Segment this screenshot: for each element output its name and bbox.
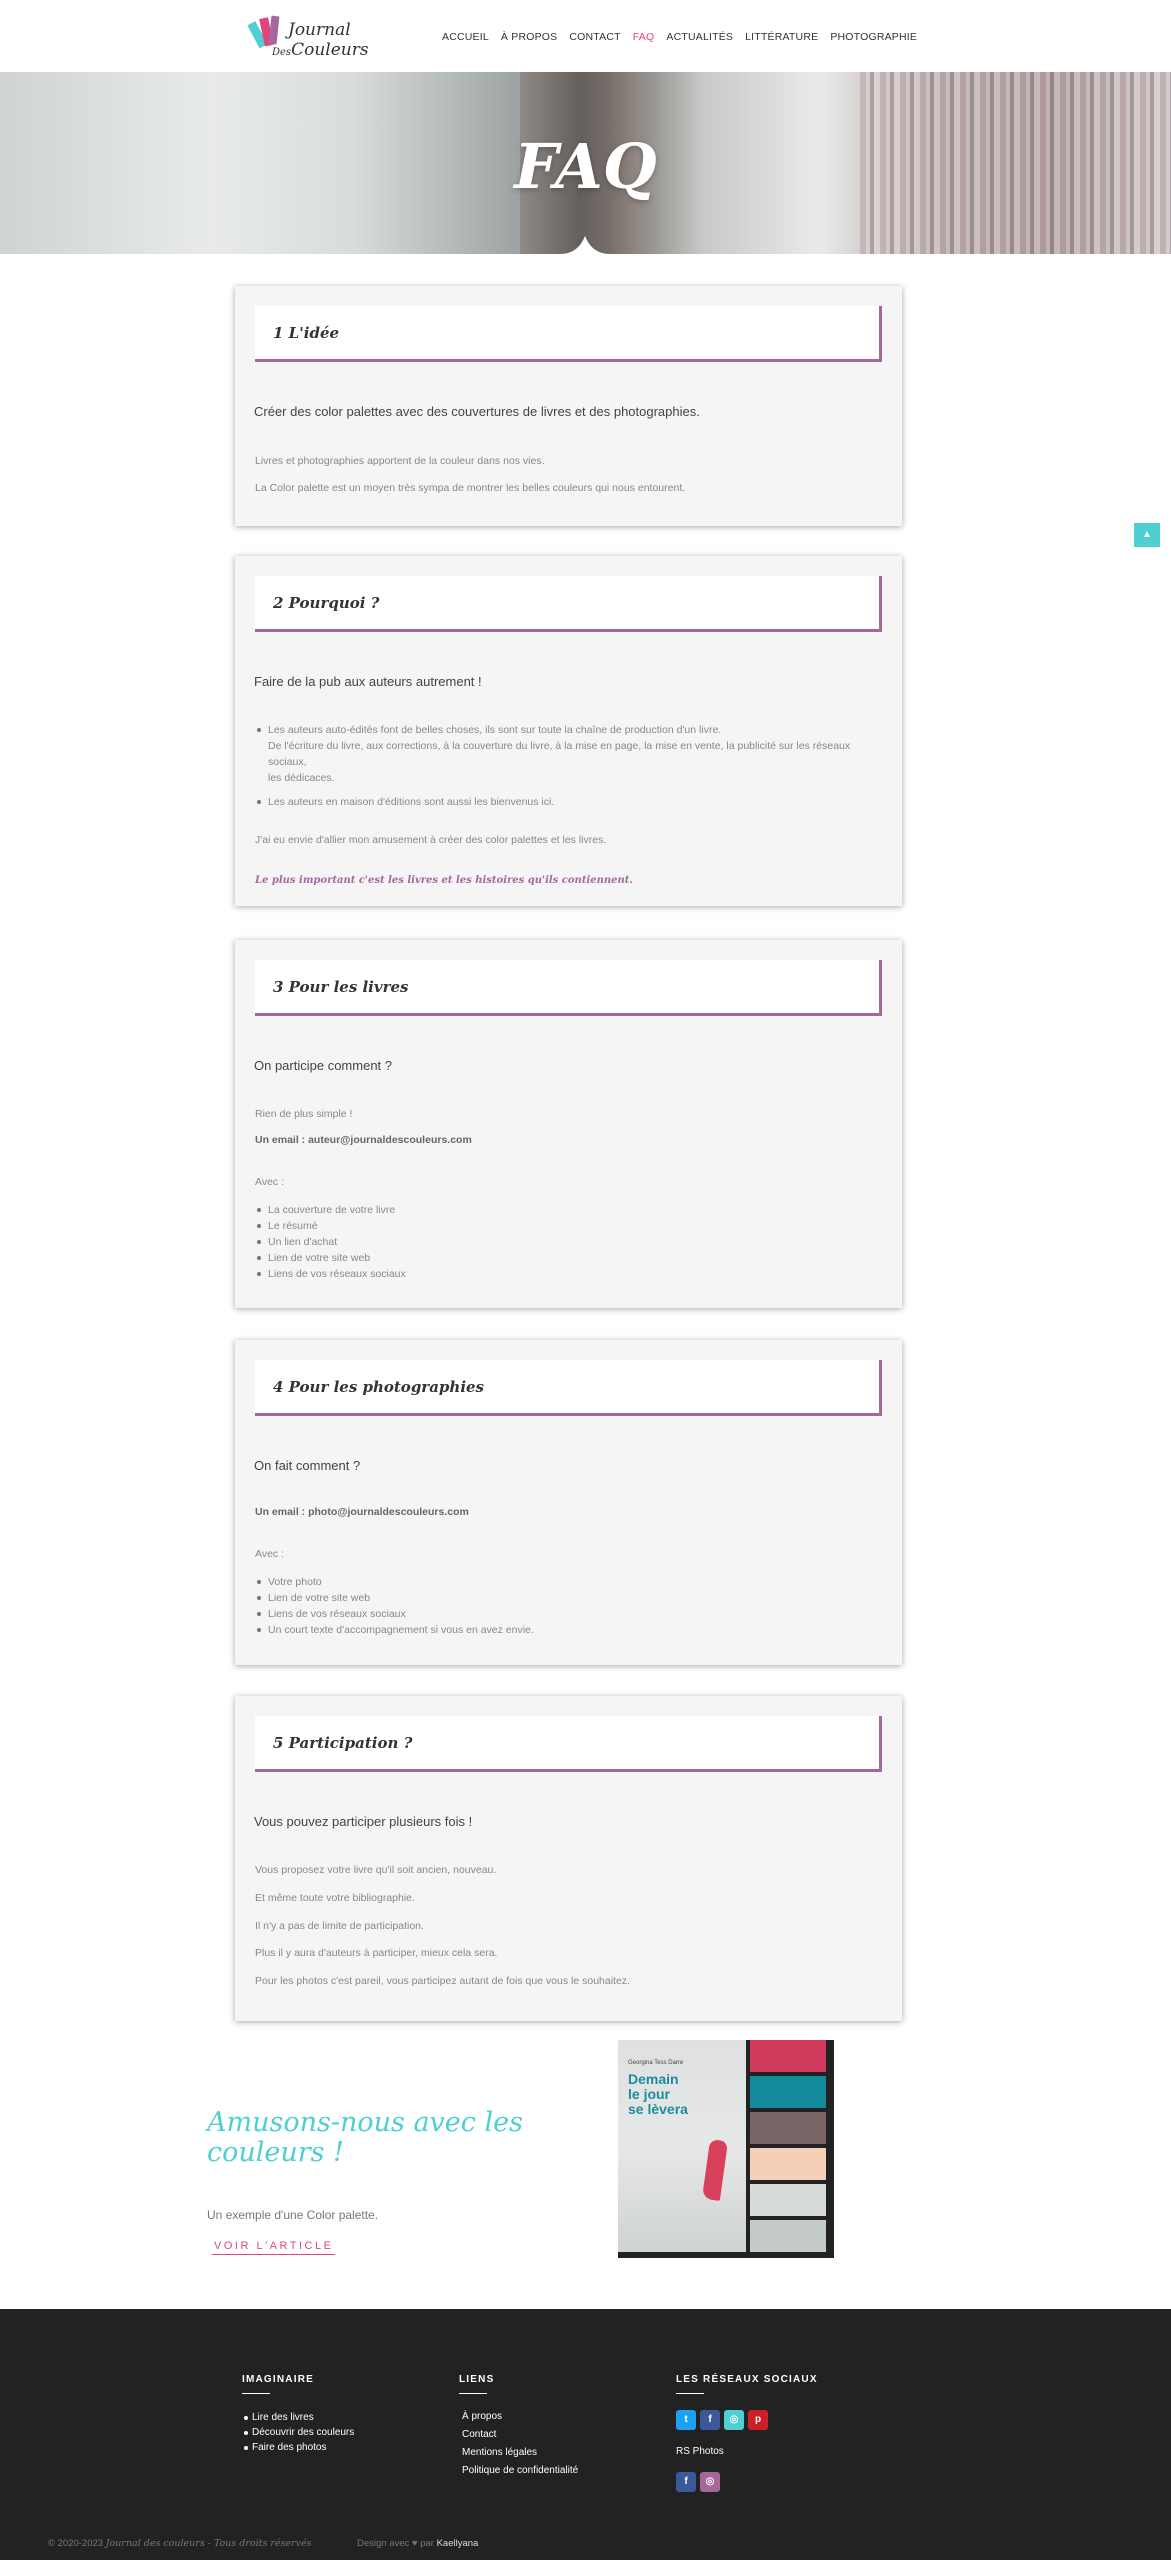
nav-faq[interactable]: FAQ: [632, 31, 655, 43]
nav-accueil[interactable]: ACCUEIL: [442, 31, 489, 43]
twitter-icon[interactable]: t: [676, 2410, 696, 2430]
faq-text: La Color palette est un moyen très sympa de montrer les belles couleurs qui nous entourent.: [255, 482, 686, 494]
faq-list: [255, 1574, 534, 1638]
faq-card-idee: [235, 286, 902, 526]
footer-link-contact[interactable]: Contact: [462, 2429, 497, 2440]
logo-text-journal: Journal: [288, 20, 351, 40]
cover-figure-illustration: [702, 2139, 728, 2201]
faq-card-header: [255, 1716, 882, 1772]
faq-card-header: [255, 576, 882, 632]
site-footer: [0, 2309, 1171, 2560]
list-item: Un lien d'achat: [255, 1234, 406, 1250]
promo-title: Amusons-nous avec les couleurs !: [207, 2107, 523, 2168]
list-item: Lien de votre site web: [255, 1590, 534, 1606]
faq-subtitle: Vous pouvez participer plusieurs fois !: [254, 1814, 473, 1829]
faq-subtitle: On participe comment ?: [254, 1058, 393, 1073]
faq-list: [255, 1202, 406, 1282]
footer-link-a-propos[interactable]: À propos: [462, 2411, 503, 2422]
main-nav: [442, 31, 929, 43]
list-item: Lien de votre site web: [255, 1250, 406, 1266]
faq-card-photographies: [235, 1340, 902, 1665]
faq-card-title: 4 Pour les photographies: [273, 1378, 485, 1396]
faq-highlight-text: Le plus important c'est les livres et les histoires qu'ils contiennent.: [255, 875, 633, 886]
color-palette-image[interactable]: [618, 2040, 834, 2258]
design-credit: Design avec ♥ par Kaellyana: [357, 2538, 479, 2549]
footer-list-imaginaire: [242, 2410, 354, 2455]
hero-banner: [0, 72, 1171, 254]
footer-item[interactable]: Découvrir des couleurs: [242, 2425, 354, 2440]
faq-subtitle: Faire de la pub aux auteurs autrement !: [254, 674, 482, 689]
faq-card-title: 2 Pourquoi ?: [273, 594, 380, 612]
faq-email-photo[interactable]: Un email : photo@journaldescouleurs.com: [255, 1506, 469, 1518]
book-cover: [618, 2040, 746, 2252]
pinterest-icon[interactable]: p: [748, 2410, 768, 2430]
list-item: Liens de vos réseaux sociaux: [255, 1266, 406, 1282]
cover-title: Demain le jour se lèvera: [628, 2071, 688, 2117]
faq-text: Il n'y a pas de limite de participation.: [255, 1920, 424, 1932]
nav-a-propos[interactable]: À PROPOS: [500, 31, 558, 43]
instagram-photos-icon[interactable]: ◎: [700, 2472, 720, 2492]
faq-card-participation: [235, 1696, 902, 2021]
palette-swatch: [750, 2148, 826, 2180]
footer-title-imaginaire: IMAGINAIRE: [242, 2374, 314, 2385]
cover-author: Georgina Tess Darre: [628, 2060, 684, 2066]
facebook-icon[interactable]: f: [700, 2410, 720, 2430]
faq-text: J'ai eu envie d'allier mon amusement à créer des color palettes et les livres.: [255, 834, 607, 846]
footer-link-confidentialite[interactable]: Politique de confidentialité: [462, 2465, 579, 2476]
faq-email-auteur[interactable]: Un email : auteur@journaldescouleurs.com: [255, 1134, 472, 1146]
palette-swatch: [750, 2112, 826, 2144]
facebook-photos-icon[interactable]: f: [676, 2472, 696, 2492]
footer-title-liens: LIENS: [459, 2374, 495, 2385]
faq-subtitle: Créer des color palettes avec des couvertures de livres et des photographies.: [254, 404, 700, 419]
palette-swatch: [750, 2184, 826, 2216]
faq-text: Avec :: [255, 1176, 284, 1188]
rs-photos-label: RS Photos: [676, 2446, 724, 2457]
list-item: Votre photo: [255, 1574, 534, 1590]
list-item: Le résumé: [255, 1218, 406, 1234]
faq-card-header: [255, 960, 882, 1016]
nav-actualites[interactable]: ACTUALITÉS: [666, 31, 734, 43]
list-item: Liens de vos réseaux sociaux: [255, 1606, 534, 1622]
faq-card-header: [255, 1360, 882, 1416]
faq-card-title: 3 Pour les livres: [273, 978, 409, 996]
faq-text: Plus il y aura d'auteurs à participer, mieux cela sera.: [255, 1947, 498, 1959]
page-title: FAQ: [514, 130, 657, 203]
site-logo[interactable]: [248, 12, 369, 64]
site-header: [0, 0, 1171, 72]
footer-title-reseaux: LES RÉSEAUX SOCIAUX: [676, 2374, 818, 2385]
designer-link[interactable]: Kaellyana: [436, 2538, 479, 2549]
faq-card-title: 1 L'idée: [273, 324, 340, 342]
logo-text-couleurs: DesCouleurs: [272, 40, 369, 60]
faq-subtitle: On fait comment ?: [254, 1458, 361, 1473]
footer-divider: [676, 2393, 704, 2394]
list-item: La couverture de votre livre: [255, 1202, 406, 1218]
hero-notch-shape: [560, 236, 610, 256]
copyright-text: © 2020-2023 Journal des couleurs - Tous droits réservés: [48, 2538, 312, 2549]
faq-text: Rien de plus simple !: [255, 1108, 353, 1120]
scroll-to-top-button[interactable]: [1134, 523, 1160, 547]
faq-text: Vous proposez votre livre qu'il soit ancien, nouveau.: [255, 1864, 497, 1876]
nav-litterature[interactable]: LITTÉRATURE: [745, 31, 819, 43]
nav-photographie[interactable]: PHOTOGRAPHIE: [830, 31, 918, 43]
faq-card-title: 5 Participation ?: [273, 1734, 413, 1752]
faq-text: Avec :: [255, 1548, 284, 1560]
view-article-link[interactable]: VOIR L'ARTICLE: [212, 2240, 335, 2255]
list-item: Les auteurs en maison d'éditions sont aussi les bienvenus ici.: [255, 794, 885, 810]
promo-subtitle: Un exemple d'une Color palette.: [207, 2208, 379, 2222]
palette-swatch: [750, 2220, 826, 2252]
faq-text: Et même toute votre bibliographie.: [255, 1892, 415, 1904]
instagram-icon[interactable]: ◎: [724, 2410, 744, 2430]
faq-card-pourquoi: [235, 556, 902, 906]
palette-swatch: [750, 2076, 826, 2108]
list-item: Un court texte d'accompagnement si vous en avez envie.: [255, 1622, 534, 1638]
footer-divider: [242, 2393, 270, 2394]
palette-swatch: [750, 2040, 826, 2072]
footer-divider: [459, 2393, 487, 2394]
footer-item[interactable]: Faire des photos: [242, 2440, 354, 2455]
footer-item[interactable]: Lire des livres: [242, 2410, 354, 2425]
nav-contact[interactable]: CONTACT: [569, 31, 621, 43]
faq-text: Livres et photographies apportent de la couleur dans nos vies.: [255, 455, 545, 467]
faq-text: Pour les photos c'est pareil, vous participez autant de fois que vous le souhaitez.: [255, 1975, 630, 1987]
faq-card-header: [255, 306, 882, 362]
footer-link-mentions[interactable]: Mentions légales: [462, 2447, 538, 2458]
list-item: Les auteurs auto-édités font de belles choses, ils sont sur toute la chaîne de production d'un livre. De l'écriture du livre, aux corrections, à la couverture du livre, à la mise en page, la mise en vente, la publicité sur les réseaux sociaux, les dédicaces.: [255, 722, 885, 786]
faq-card-livres: [235, 940, 902, 1308]
faq-list: [255, 722, 885, 810]
footer-list-liens: [462, 2408, 578, 2480]
chevron-up-icon: ▲: [1142, 529, 1152, 540]
